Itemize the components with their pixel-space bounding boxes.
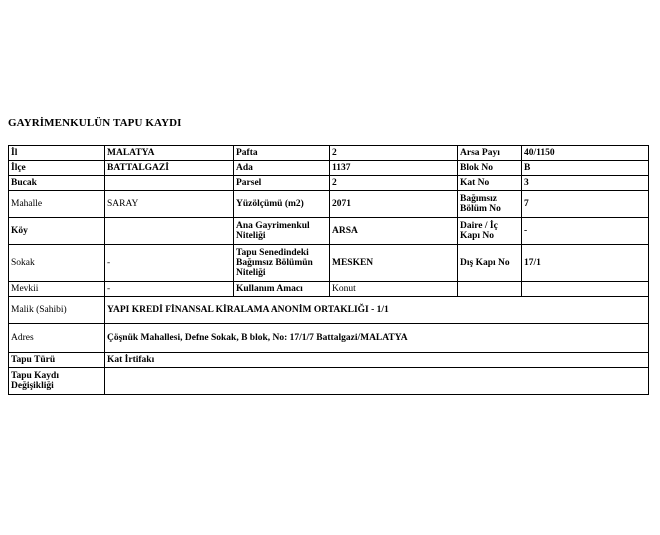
label-bagimsiz-bolum-no: Bağımsız Bölüm No (458, 191, 522, 218)
empty-cell (522, 282, 649, 297)
table-row (9, 297, 649, 324)
value-dis-kapi-no: 17/1 (522, 245, 649, 282)
label-tapu-turu: Tapu Türü (9, 353, 105, 368)
table-row (9, 282, 649, 297)
value-malik: YAPI KREDİ FİNANSAL KİRALAMA ANONİM ORTAKLIĞI - 1/1 (105, 297, 649, 324)
table-row (9, 353, 649, 368)
table-row (9, 176, 649, 191)
label-mahalle: Mahalle (9, 191, 105, 218)
label-kullanim-amaci: Kullanım Amacı (234, 282, 330, 297)
label-ana-gayrimenkul-niteligi: Ana Gayrimenkul Niteliği (234, 218, 330, 245)
label-malik: Malik (Sahibi) (9, 297, 105, 324)
label-adres: Adres (9, 324, 105, 353)
value-arsa-payi: 40/1150 (522, 146, 649, 161)
value-bagimsiz-bolum-niteligi: MESKEN (330, 245, 458, 282)
table-row (9, 161, 649, 176)
table-row (9, 218, 649, 245)
value-ada: 1137 (330, 161, 458, 176)
value-kat-no: 3 (522, 176, 649, 191)
value-koy (105, 218, 234, 245)
value-mevkii: - (105, 282, 234, 297)
label-il: İl (9, 146, 105, 161)
label-bucak: Bucak (9, 176, 105, 191)
label-dis-kapi-no: Dış Kapı No (458, 245, 522, 282)
deed-table (8, 145, 649, 395)
value-tapu-kaydi-degisikligi (105, 368, 649, 395)
value-ilce: BATTALGAZİ (105, 161, 234, 176)
value-tapu-turu: Kat İrtifakı (105, 353, 649, 368)
value-yuzolcumu: 2071 (330, 191, 458, 218)
page-title: GAYRİMENKULÜN TAPU KAYDI (8, 117, 182, 129)
value-bagimsiz-bolum-no: 7 (522, 191, 649, 218)
label-sokak: Sokak (9, 245, 105, 282)
label-blok-no: Blok No (458, 161, 522, 176)
label-mevkii: Mevkii (9, 282, 105, 297)
table-row (9, 191, 649, 218)
label-daire-ic-kapi-no: Daire / İç Kapı No (458, 218, 522, 245)
empty-cell (458, 282, 522, 297)
value-il: MALATYA (105, 146, 234, 161)
label-ada: Ada (234, 161, 330, 176)
value-adres: Çöşnük Mahallesi, Defne Sokak, B blok, No: 17/1/7 Battalgazi/MALATYA (105, 324, 649, 353)
label-bagimsiz-bolum-niteligi: Tapu Senedindeki Bağımsız Bölümün Niteliği (234, 245, 330, 282)
label-yuzolcumu: Yüzölçümü (m2) (234, 191, 330, 218)
label-tapu-kaydi-degisikligi: Tapu Kaydı Değişikliği (9, 368, 105, 395)
value-pafta: 2 (330, 146, 458, 161)
table-row (9, 324, 649, 353)
label-parsel: Parsel (234, 176, 330, 191)
value-blok-no: B (522, 161, 649, 176)
label-arsa-payi: Arsa Payı (458, 146, 522, 161)
value-sokak: - (105, 245, 234, 282)
value-mahalle: SARAY (105, 191, 234, 218)
label-kat-no: Kat No (458, 176, 522, 191)
label-ilce: İlçe (9, 161, 105, 176)
table-row (9, 146, 649, 161)
value-daire-ic-kapi-no: - (522, 218, 649, 245)
table-row (9, 368, 649, 395)
value-kullanim-amaci: Konut (330, 282, 458, 297)
value-parsel: 2 (330, 176, 458, 191)
value-bucak (105, 176, 234, 191)
value-ana-gayrimenkul-niteligi: ARSA (330, 218, 458, 245)
label-koy: Köy (9, 218, 105, 245)
table-row (9, 245, 649, 282)
label-pafta: Pafta (234, 146, 330, 161)
